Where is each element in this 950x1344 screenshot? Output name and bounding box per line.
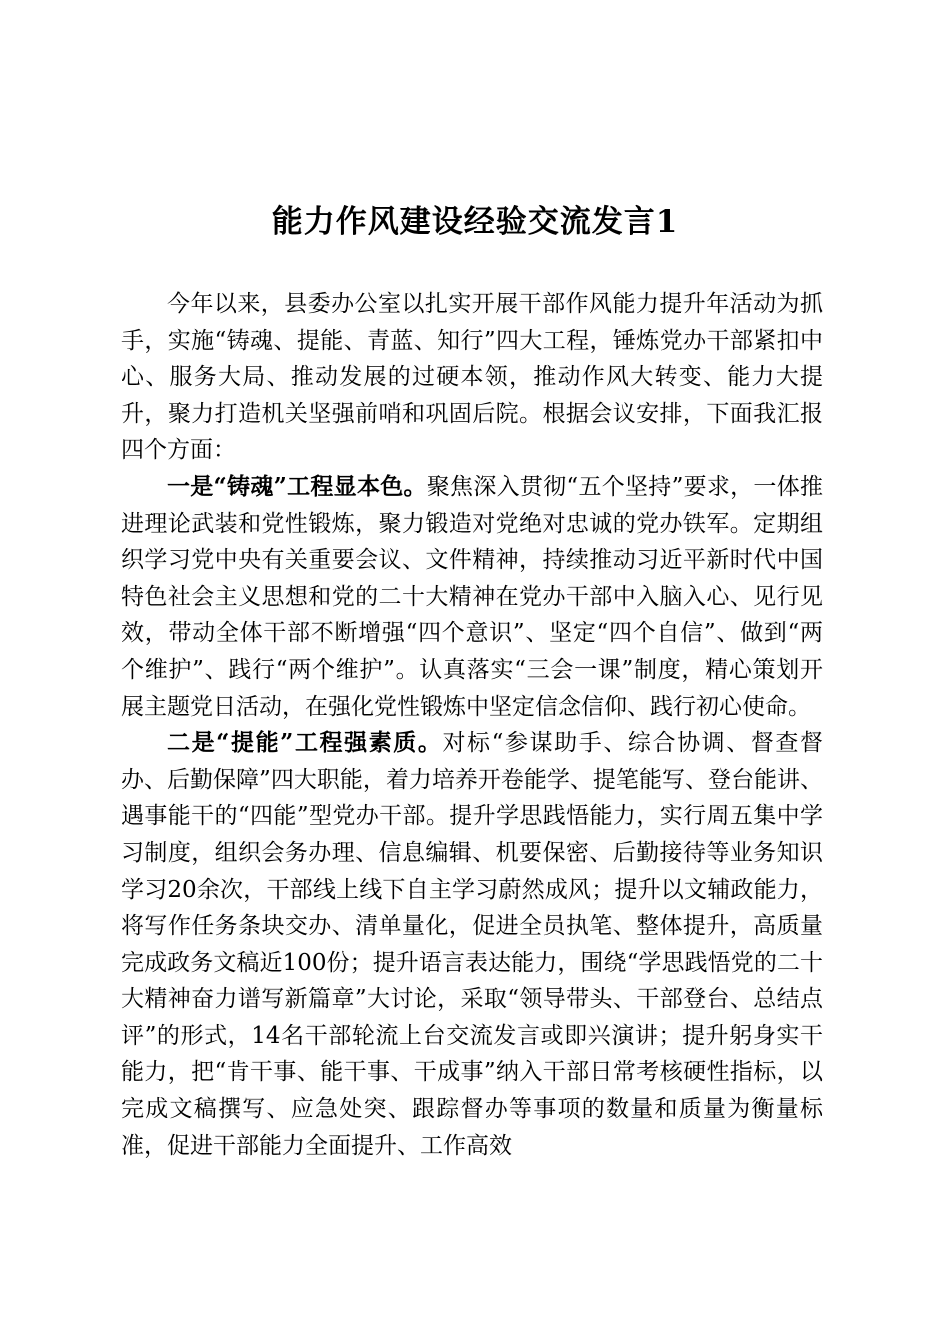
paragraph-text: 聚焦深入贯彻“五个坚持”要求，一体推进理论武装和党性锻炼，聚力锻造对党绝对忠诚的党办铁军。定期组织学习党中央有关重要会议、文件精神，持续推动习近平新时代中国特色社会主义思想和党的二十大精神在党办干部中入脑入心、见行见效，带动全体干部不断增强“四个意识”、坚定“四个自信”、做到“两个维护”、践行“两个维护”。认真落实“三会一课”制度，精心策划开展主题党日活动，在强化党性锻炼中坚定信念信仰、践行初心使命。 — [121, 473, 823, 720]
document-title: 能力作风建设经验交流发言1 — [271, 204, 679, 240]
document-body — [121, 286, 823, 1164]
paragraph-text: 对标“参谋助手、综合协调、督查督办、后勤保障”四大职能，着力培养开卷能学、提笔能写、登台能讲、遇事能干的“四能”型党办干部。提升学思践悟能力，实行周五集中学习制度，组织会务办理、信息编辑、机要保密、后勤接待等业务知识学习20余次，干部线上线下自主学习蔚然成风；提升以文辅政能力，将写作任务条块交办、清单量化，促进全员执笔、整体提升，高质量完成政务文稿近100份；提升语言表达能力，围绕“学思践悟党的二十大精神奋力谱写新篇章”大讨论，采取“领导带头、干部登台、总结点评”的形式，14名干部轮流上台交流发言或即兴演讲；提升躬身实干能力，把“肯干事、能干事、干成事”纳入干部日常考核硬性指标，以完成文稿撰写、应急处突、跟踪督办等事项的数量和质量为衡量标准，促进干部能力全面提升、工作高效 — [121, 730, 823, 1159]
paragraph-lead: 一是“铸魂”工程显本色。 — [167, 472, 427, 500]
paragraph-lead: 二是“提能”工程强素质。 — [167, 729, 443, 757]
paragraph-text: 今年以来，县委办公室以扎实开展干部作风能力提升年活动为抓手，实施“铸魂、提能、青蓝、知行”四大工程，锤炼党办干部紧扣中心、服务大局、推动发展的过硬本领，推动作风大转变、能力大提升，聚力打造机关坚强前哨和巩固后院。根据会议安排，下面我汇报四个方面： — [121, 291, 823, 464]
paragraph-soul-project — [121, 469, 823, 725]
paragraph-ability-project — [121, 725, 823, 1164]
paragraph-intro — [121, 286, 823, 469]
